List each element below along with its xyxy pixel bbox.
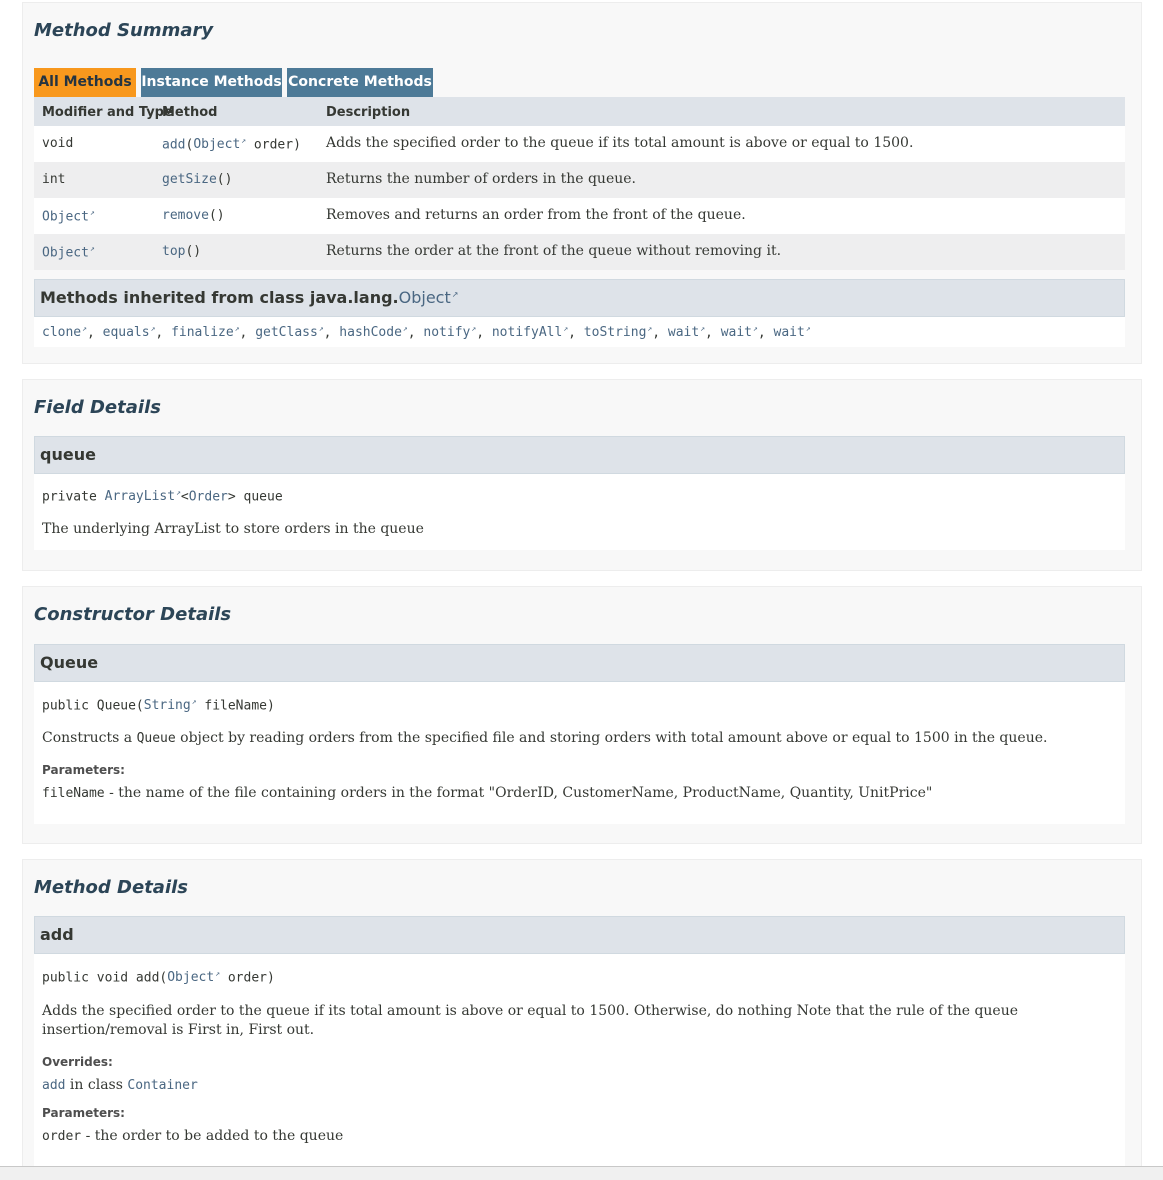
table-row [34,162,1125,198]
method-summary-section [22,2,1142,364]
param-name: fileName [42,786,105,801]
row-method [162,244,201,259]
row-method [162,136,301,152]
object-type-link[interactable]: Object ↗ [193,137,246,152]
string-type-link[interactable]: String ↗ [144,698,197,713]
sig-text: private [42,489,105,505]
param-desc: - the order to be added to the queue [81,1128,344,1144]
horizontal-scrollbar[interactable] [0,1166,1163,1180]
table-row [34,198,1125,234]
inherited-method-link[interactable]: wait ↗ [774,325,811,340]
sig-text: order) [220,970,275,986]
table-row [34,126,1125,162]
field-details-section [22,379,1142,571]
constructor-signature [42,697,275,713]
method-heading [34,916,1125,954]
desc-text: Constructs a [42,730,137,746]
object-type-link[interactable]: Object ↗ [42,208,95,224]
inherited-label: Methods inherited from class java.lang. [40,288,399,307]
row-type: void [42,136,74,151]
field-heading [34,436,1125,474]
parameters-label: Parameters: [42,1106,125,1120]
inherited-method-link[interactable]: finalize ↗ [171,325,239,340]
method-args: () [185,244,202,259]
method-args: ( [185,137,194,153]
row-description: Returns the number of orders in the queue. [326,171,636,187]
field-signature [42,488,283,504]
table-header [34,97,1125,126]
method-args-end: order) [246,137,301,153]
row-method [162,172,232,187]
field-body [34,474,1125,550]
sig-text: > queue [227,489,283,505]
row-description: Returns the order at the front of the queue without removing it. [326,243,782,259]
tab-concrete-methods[interactable]: Concrete Methods [287,68,433,97]
object-type-link[interactable]: Object ↗ [167,970,220,985]
parameter-item [42,785,932,801]
sig-text: public Queue( [42,698,144,714]
desc-text: object by reading orders from the specified file and storing orders with total amount above or equal to 1500 in the queue. [175,730,1048,746]
method-signature [42,969,275,985]
row-description: Adds the specified order to the queue if its total amount is above or equal to 1500. [326,135,914,151]
override-text: in class [65,1077,128,1093]
method-link-top[interactable]: top [162,244,186,259]
inherited-method-link[interactable]: notify ↗ [423,325,476,340]
container-class-link[interactable]: Container [127,1078,198,1093]
method-description: Adds the specified order to the queue if its total amount is above or equal to 1500. Otherwise, do nothing Note that the rule of the queue insertion/removal is First in, First out. [42,1003,1019,1038]
sig-text: public void add( [42,970,168,986]
method-link-add[interactable]: add [162,137,186,153]
method-summary-title: Method Summary [34,20,214,41]
constructor-details-section [22,586,1142,844]
arraylist-link[interactable]: ArrayList ↗ [105,489,181,504]
param-name: order [42,1129,82,1144]
inherited-method-link[interactable]: getClass ↗ [255,325,323,340]
object-type-link[interactable]: Object ↗ [42,244,95,260]
overrides-item [42,1077,198,1093]
inherited-methods-list [34,317,1125,347]
constructor-heading [34,644,1125,682]
overrides-label: Overrides: [42,1055,113,1069]
field-name: queue [40,445,96,464]
param-desc: - the name of the file containing orders in the format "OrderID, CustomerName, ProductName, Quantity, UnitPrice" [104,785,933,801]
sig-text: fileName) [196,698,275,714]
row-type: int [42,172,66,187]
constructor-description [42,730,1047,746]
inherited-methods: clone ↗ , equals ↗ , finalize ↗ , getClass ↗ , hashCode ↗ , notify ↗ , notifyAll ↗ , toString ↗ , wait ↗ , wait ↗ , wait ↗ [42,324,811,340]
method-args: () [216,172,233,187]
field-description: The underlying ArrayList to store orders in the queue [42,521,424,537]
method-body [34,954,1125,1174]
order-class-link[interactable]: Order [188,489,228,505]
inherited-method-link[interactable]: hashCode ↗ [339,325,407,340]
inherited-heading-text [40,288,458,307]
method-args: () [208,208,225,223]
sig-text: < [180,489,189,505]
tab-instance-methods[interactable]: Instance Methods [141,68,282,97]
override-method-link[interactable]: add [42,1078,66,1093]
method-name: add [40,925,74,944]
object-class-link[interactable]: Object ↗ [399,288,459,307]
method-details-title: Method Details [34,877,189,898]
header-modifier-type: Modifier and Type [42,105,173,120]
parameters-label: Parameters: [42,763,125,777]
inherited-method-link[interactable]: clone ↗ [42,325,87,340]
table-row [34,234,1125,270]
constructor-details-title: Constructor Details [34,604,232,625]
constructor-name: Queue [40,653,99,672]
constructor-body [34,682,1125,824]
inherited-method-link[interactable]: wait ↗ [668,325,705,340]
inherited-method-link[interactable]: wait ↗ [721,325,758,340]
inherited-method-link[interactable]: notifyAll ↗ [492,325,568,340]
inherited-method-link[interactable]: toString ↗ [584,325,652,340]
header-description: Description [326,105,411,120]
parameter-item [42,1128,343,1144]
row-method [162,208,225,223]
header-method: Method [162,105,218,120]
method-link-getsize[interactable]: getSize [162,172,217,187]
method-details-section [22,859,1142,1179]
field-details-title: Field Details [34,397,161,418]
row-description: Removes and returns an order from the front of the queue. [326,207,746,223]
desc-code: Queue [136,731,176,746]
inherited-methods-heading [34,279,1125,317]
method-link-remove[interactable]: remove [162,208,209,223]
tab-all-methods[interactable]: All Methods [34,68,136,97]
inherited-method-link[interactable]: equals ↗ [103,325,156,340]
method-summary-table [34,97,1125,270]
